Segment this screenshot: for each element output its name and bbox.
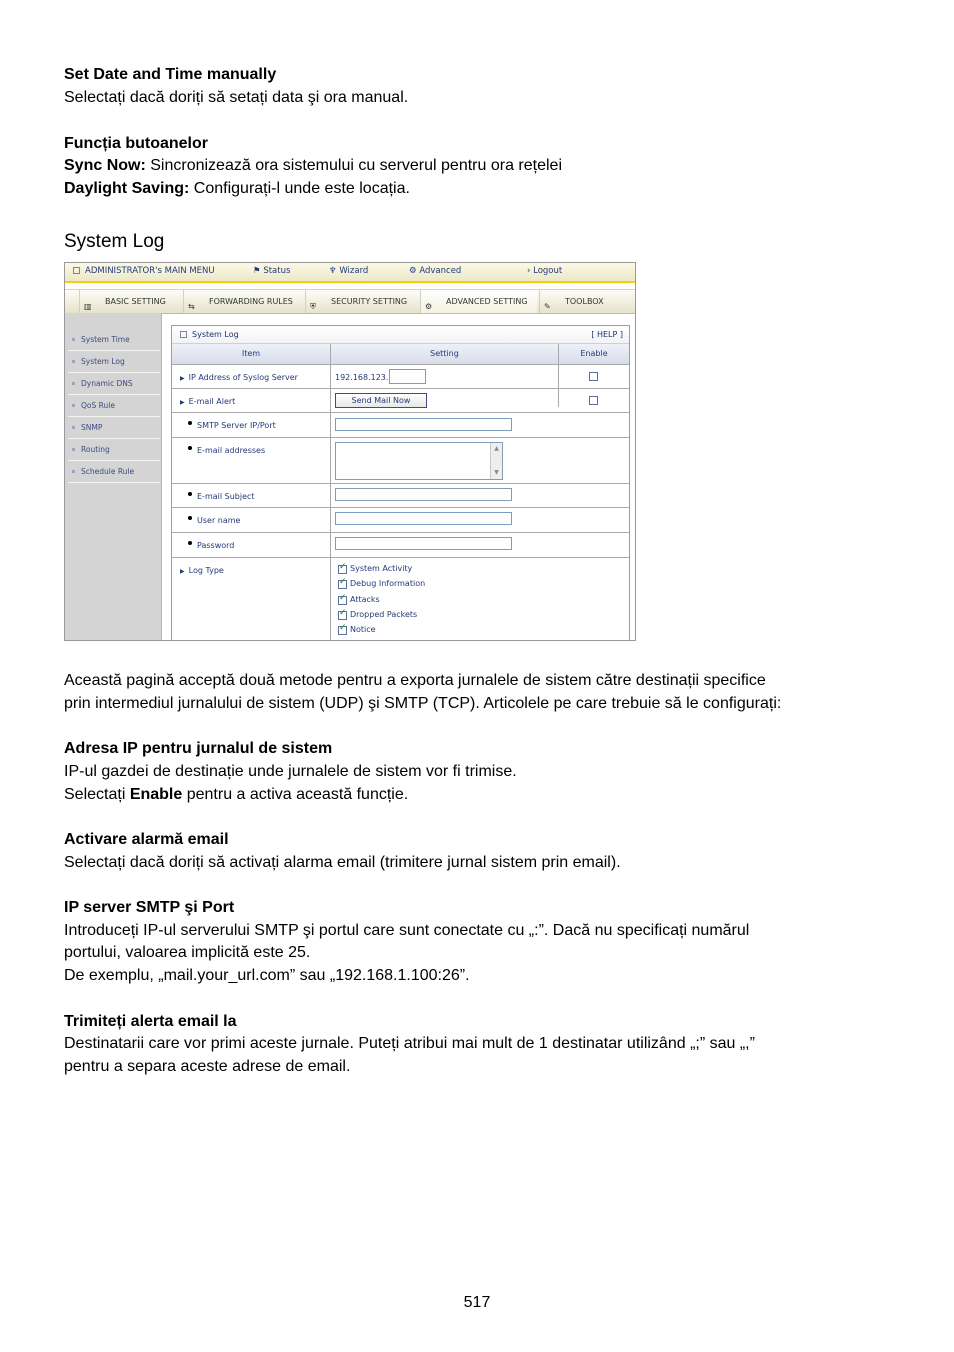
set-date-text: Selectați dacă doriți să setați data şi ora manual.	[64, 89, 409, 106]
system-log-screenshot	[64, 262, 636, 641]
sidebar-item-schedule-rule[interactable]: Schedule Rule	[68, 462, 160, 483]
column-header-item: Item	[172, 344, 330, 365]
intro-line-1: Această pagină acceptă două metode pentru a exporta jurnalele de sistem către destinații specifice	[64, 672, 766, 689]
ip-title: Adresa IP pentru jurnalul de sistem	[64, 740, 333, 757]
column-divider	[558, 344, 559, 407]
bullet-icon	[72, 470, 75, 473]
log-type-label-item: Dropped Packets	[350, 609, 418, 619]
ip-text-2-bold: Enable	[129, 786, 183, 803]
send-mail-now-button[interactable]: Send Mail Now	[335, 393, 427, 408]
forwarding-icon: ⇆	[188, 301, 195, 311]
log-type-checkbox[interactable]	[338, 580, 347, 589]
advanced-icon: ⚙	[409, 266, 420, 276]
send-text-2: pentru a separa aceste adrese de email.	[64, 1058, 351, 1075]
smtp-server-input[interactable]	[335, 418, 512, 431]
alarm-title: Activare alarmă email	[64, 831, 229, 848]
log-type-label: ▶ Log Type	[180, 566, 224, 575]
send-text-1: Destinatarii care vor primi aceste jurnale. Puteți atribui mai mult de 1 destinatar utilizând „;” sau „,”	[64, 1035, 755, 1052]
ip-text-1: IP-ul gazdei de destinație unde jurnalele de sistem vor fi trimise.	[64, 763, 517, 780]
daylight-label: Daylight Saving:	[64, 180, 190, 197]
sync-now-line	[64, 155, 562, 177]
tab-toolbox[interactable]: ✎ TOOLBOX	[539, 290, 620, 313]
tab-bar	[65, 289, 636, 314]
panel-header	[172, 326, 629, 344]
advanced-setting-icon: ⚙	[425, 301, 433, 311]
page-number: 517	[463, 1294, 491, 1311]
email-addresses-textarea[interactable]	[335, 442, 503, 480]
help-link[interactable]: [ HELP ]	[591, 330, 623, 339]
security-icon: ⛨	[310, 301, 316, 311]
status-icon: ⚑	[253, 266, 264, 276]
set-date-title: Set Date and Time manually	[64, 66, 277, 83]
wizard-icon: ♆	[329, 266, 340, 276]
table-row-smtp	[172, 413, 629, 438]
table-row-password	[172, 533, 629, 558]
username-input[interactable]	[335, 512, 512, 525]
panel-square-icon	[180, 331, 187, 338]
email-alert-label: ▶ E-mail Alert	[180, 397, 236, 406]
tab-advanced-setting[interactable]: ⚙ ADVANCED SETTING	[420, 290, 537, 313]
syslog-enable-checkbox[interactable]	[589, 372, 598, 381]
smtp-text-2: portului, valoarea implicită este 25.	[64, 944, 311, 961]
ip-text-2	[64, 784, 408, 806]
log-type-checkbox[interactable]	[338, 611, 347, 620]
sidebar-item-dynamic-dns[interactable]: Dynamic DNS	[68, 374, 160, 395]
sidebar-item-system-time[interactable]: System Time	[68, 330, 160, 351]
username-label: User name	[188, 516, 240, 525]
syslog-label: ▶ IP Address of Syslog Server	[180, 373, 298, 382]
log-type-checkbox[interactable]	[338, 565, 347, 574]
syslog-ip-prefix: 192.168.123.	[335, 373, 389, 382]
password-input[interactable]	[335, 537, 512, 550]
wizard-link[interactable]: ♆ Wizard	[329, 266, 369, 276]
sync-text: Sincronizează ora sistemului cu serverul pentru ora rețelei	[145, 157, 562, 174]
log-type-checkbox[interactable]	[338, 626, 347, 635]
tab-forwarding-rules[interactable]: ⇆ FORWARDING RULES	[183, 290, 302, 313]
log-type-label-item: Debug Information	[350, 579, 426, 589]
smtp-label: SMTP Server IP/Port	[188, 421, 276, 430]
arrow-icon: ▶	[180, 399, 185, 406]
intro-line-2: prin intermediul jurnalului de sistem (UDP) şi SMTP (TCP). Articolele pe care trebuie să le configurați:	[64, 695, 782, 712]
bullet-icon	[188, 446, 192, 450]
column-header-enable: Enable	[559, 344, 629, 365]
main-menu-link[interactable]: ADMINISTRATOR's MAIN MENU	[73, 266, 215, 276]
bullet-icon	[188, 421, 192, 425]
sync-label: Sync Now:	[64, 157, 146, 174]
bullet-icon	[72, 382, 75, 385]
basic-setting-icon: ▥	[84, 301, 92, 311]
tab-basic-setting[interactable]: ▥ BASIC SETTING	[79, 290, 180, 313]
ip-text-2-post: pentru a activa această funcție.	[182, 786, 409, 803]
ip-text-2-pre: Selectați	[64, 786, 130, 803]
daylight-text: Configurați-l unde este locația.	[189, 180, 410, 197]
toolbox-icon: ✎	[544, 301, 551, 311]
bullet-icon	[72, 448, 75, 451]
panel-title: System Log	[180, 330, 239, 339]
password-label: Password	[188, 541, 234, 550]
bullet-icon	[72, 360, 75, 363]
sidebar	[65, 313, 162, 641]
log-type-checkbox[interactable]	[338, 596, 347, 605]
column-header-setting: Setting	[331, 344, 558, 365]
email-subject-input[interactable]	[335, 488, 512, 501]
bullet-icon	[72, 404, 75, 407]
functia-title: Funcția butoanelor	[64, 135, 208, 152]
column-divider	[330, 344, 331, 641]
table-row-email-alert	[172, 389, 629, 413]
bullet-icon	[188, 541, 192, 545]
email-subject-label: E-mail Subject	[188, 492, 255, 501]
sidebar-item-qos-rule[interactable]: QoS Rule	[68, 396, 160, 417]
system-log-panel	[171, 325, 630, 641]
email-addresses-label: E-mail addresses	[188, 446, 265, 455]
syslog-ip-input[interactable]	[389, 369, 426, 384]
smtp-text-3: De exemplu, „mail.your_url.com” sau „192.168.1.100:26”.	[64, 967, 470, 984]
table-row-email-addresses	[172, 438, 629, 484]
status-link[interactable]: ⚑ Status	[253, 266, 291, 276]
email-enable-checkbox[interactable]	[589, 396, 598, 405]
logout-arrow-icon: ›	[527, 266, 534, 276]
log-type-label-item: System Activity	[350, 564, 413, 573]
sidebar-item-snmp[interactable]: SNMP	[68, 418, 160, 439]
arrow-icon: ▶	[180, 375, 185, 382]
smtp-title: IP server SMTP şi Port	[64, 899, 235, 916]
advanced-link[interactable]: ⚙ Advanced	[409, 266, 462, 276]
system-log-heading: System Log	[64, 231, 165, 252]
table-row-syslog	[172, 365, 629, 389]
send-title: Trimiteți alerta email la	[64, 1013, 237, 1030]
log-type-label-item: Notice	[350, 625, 376, 635]
menu-square-icon	[73, 267, 80, 274]
textarea-scrollbar[interactable]: ▲ ▼	[490, 443, 502, 479]
smtp-text-1: Introduceți IP-ul serverului SMTP şi portul care sunt conectate cu „:”. Dacă nu specificați numărul	[64, 922, 750, 939]
table-row-email-subject	[172, 484, 629, 508]
log-type-label-item: Attacks	[350, 594, 380, 604]
tab-security-setting[interactable]: ⛨ SECURITY SETTING	[305, 290, 418, 313]
top-menu-bar	[65, 263, 636, 283]
bullet-icon	[72, 338, 75, 341]
bullet-icon	[72, 426, 75, 429]
bullet-icon	[188, 492, 192, 496]
table-row-log-type	[172, 558, 629, 641]
daylight-line	[64, 178, 410, 200]
sidebar-item-routing[interactable]: Routing	[68, 440, 160, 461]
arrow-icon: ▶	[180, 568, 185, 575]
sidebar-item-system-log[interactable]: System Log	[68, 352, 160, 373]
alarm-text: Selectați dacă doriți să activați alarma email (trimitere jurnal sistem prin email).	[64, 854, 621, 871]
bullet-icon	[188, 516, 192, 520]
logout-link[interactable]: › Logout	[527, 266, 563, 276]
table-row-username	[172, 508, 629, 533]
